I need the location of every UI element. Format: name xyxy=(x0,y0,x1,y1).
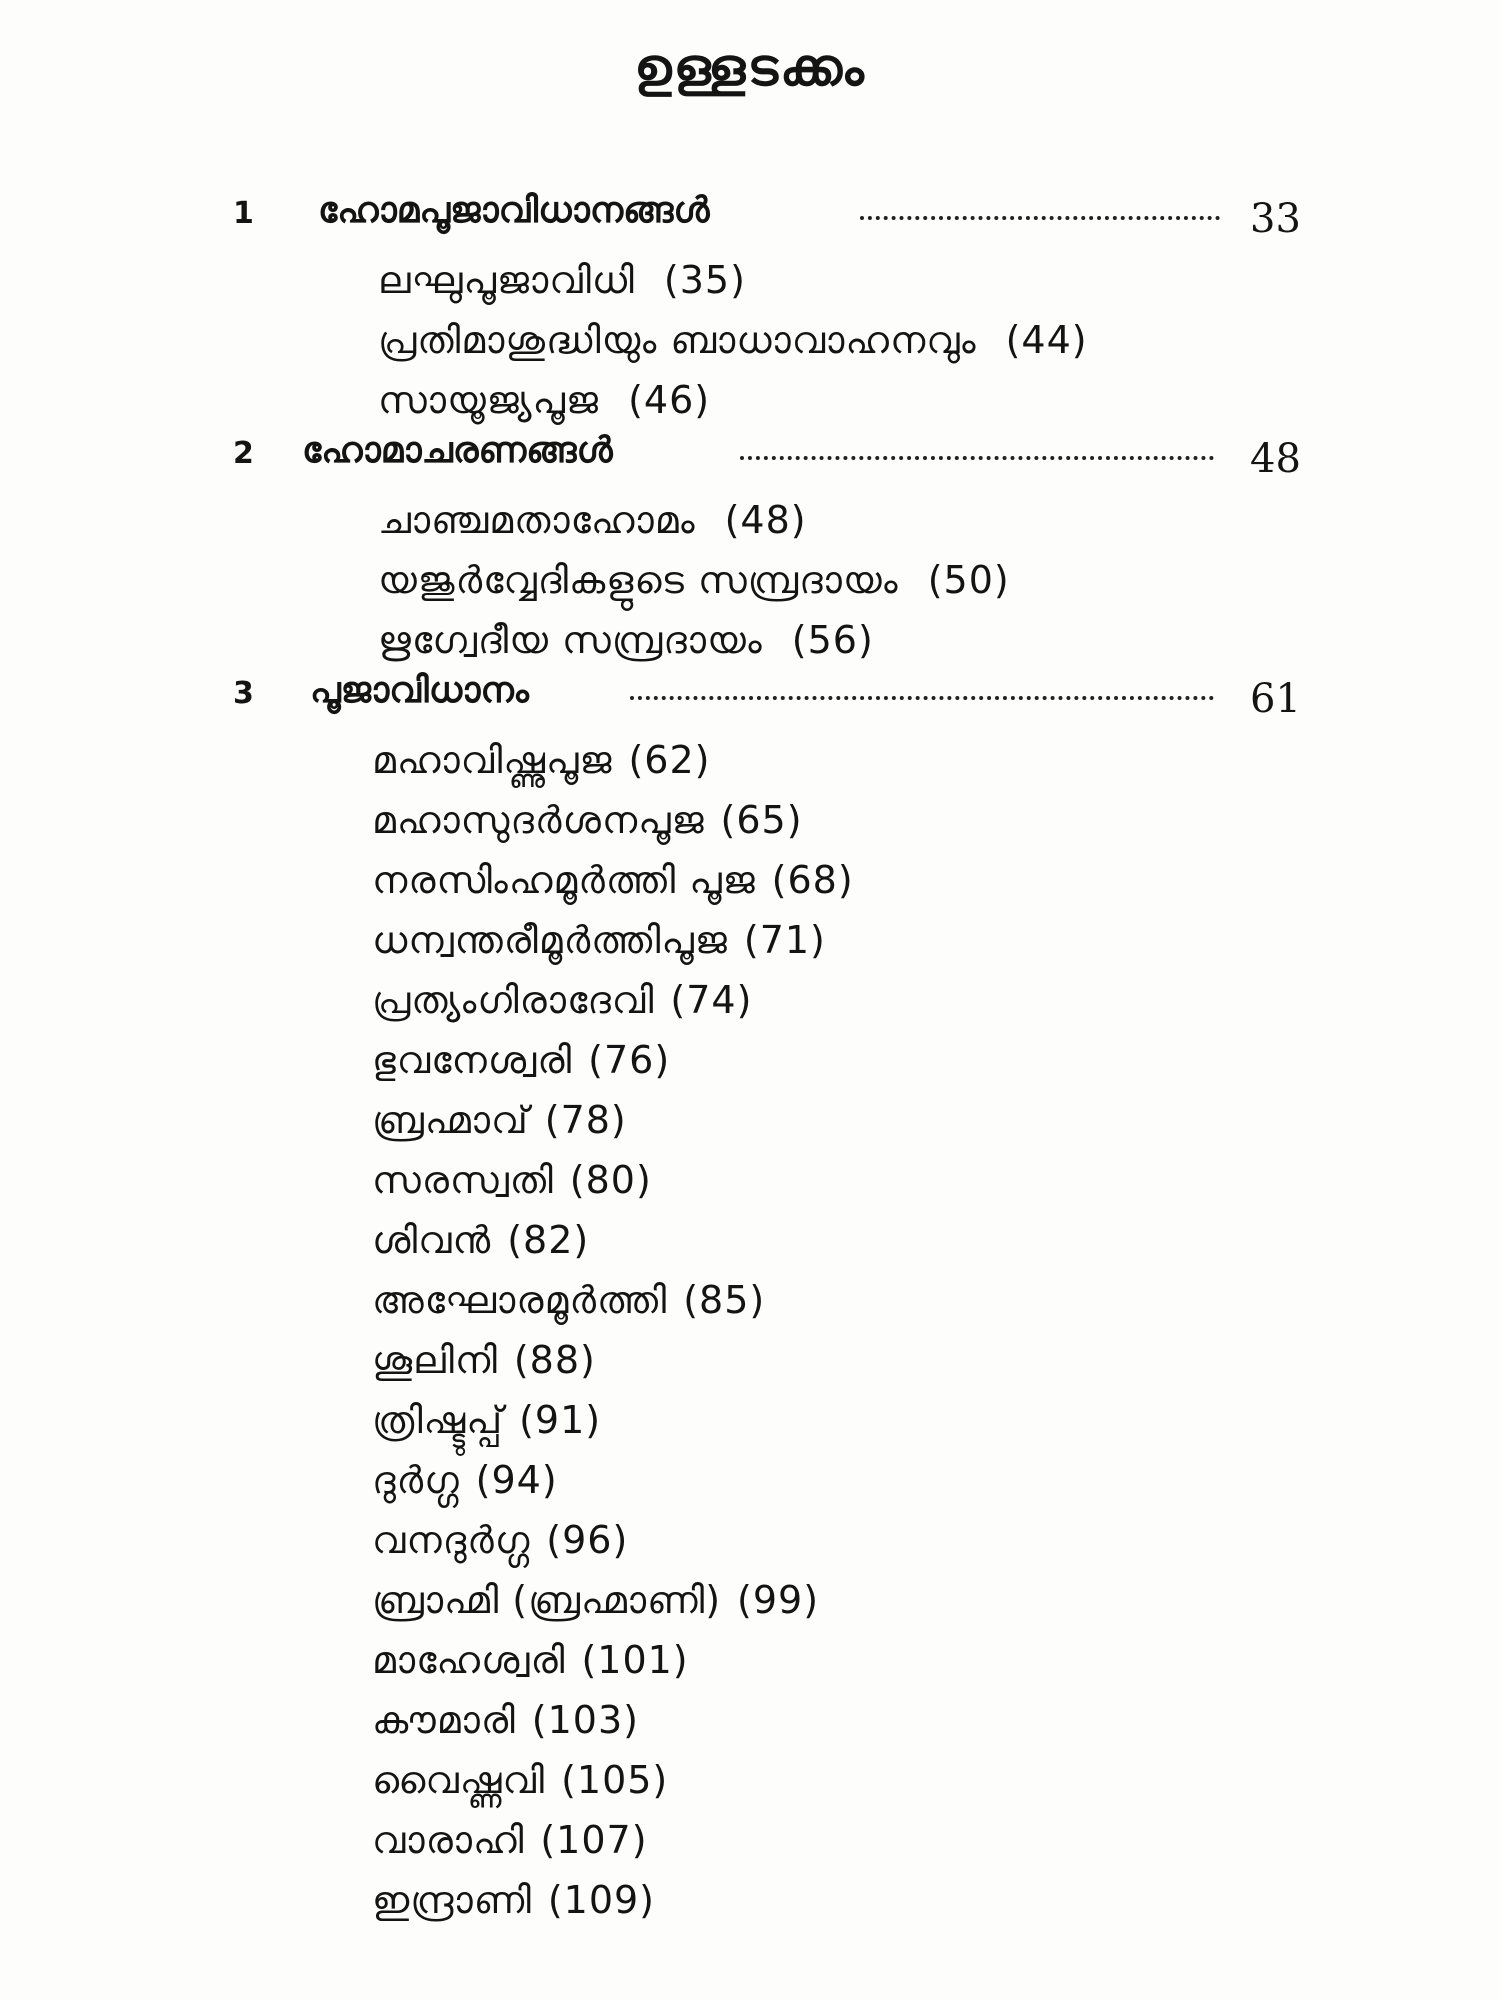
entry-title: ചാഞ്ചമതാഹോമം xyxy=(378,498,696,542)
leader-dots xyxy=(740,452,1214,460)
entry-page-number: (109) xyxy=(547,1878,656,1922)
toc-entry xyxy=(372,730,1500,790)
section-title: പൂജാവിധാനം xyxy=(310,670,529,711)
entry-page-number: (74) xyxy=(670,978,753,1022)
entry-page-number: (80) xyxy=(569,1158,652,1202)
page-title: ഉള്ളടക്കം xyxy=(634,38,866,98)
entry-page-number: (78) xyxy=(544,1098,627,1142)
toc-entry xyxy=(372,1390,1500,1450)
toc-entry xyxy=(378,550,1500,610)
entry-title: വൈഷ്ണവി xyxy=(372,1758,546,1802)
section-title: ഹോമാചരണങ്ങൾ xyxy=(302,430,613,471)
toc-entry xyxy=(378,490,1500,550)
entry-list xyxy=(378,250,1500,430)
entry-title: മാഹേശ്വരി xyxy=(372,1638,566,1682)
toc-entry xyxy=(372,1510,1500,1570)
entry-title: പ്രത്യംഗിരാദേവി xyxy=(372,978,655,1022)
section-number: 3 xyxy=(233,676,254,711)
entry-title: ദുർഗ്ഗ xyxy=(372,1458,460,1502)
entry-page-number: (82) xyxy=(507,1218,590,1262)
entry-page-number: (71) xyxy=(743,918,826,962)
toc-section-1 xyxy=(0,190,1500,434)
entry-title: ലഘുപൂജാവിധി xyxy=(378,258,635,302)
leader-dots xyxy=(630,692,1214,700)
toc-entry xyxy=(372,1630,1500,1690)
entry-page-number: (44) xyxy=(1005,318,1088,362)
section-heading xyxy=(0,190,1500,254)
entry-title: ഋഗ്വേദീയ സമ്പ്രദായം xyxy=(378,618,763,662)
entry-page-number: (85) xyxy=(683,1278,766,1322)
entry-title: നരസിംഹമൂർത്തി പൂജ xyxy=(372,858,756,902)
entry-title: ബ്രാഹ്മി (ബ്രഹ്മാണി) xyxy=(372,1578,722,1622)
toc-entry xyxy=(372,1030,1500,1090)
entry-page-number: (50) xyxy=(927,558,1010,602)
entry-title: പ്രതിമാശുദ്ധിയും ബാധാവാഹനവും xyxy=(378,318,977,362)
toc-entry xyxy=(372,970,1500,1030)
section-page-number: 33 xyxy=(1250,196,1301,242)
section-title: ഹോമപൂജാവിധാനങ്ങൾ xyxy=(318,190,710,231)
toc-entry xyxy=(378,610,1500,670)
entry-title: ഭുവനേശ്വരി xyxy=(372,1038,573,1082)
entry-title: യജുർവ്വേദികളുടെ സമ്പ്രദായം xyxy=(378,558,899,602)
entry-title: ധന്വന്തരീമൂർത്തിപൂജ xyxy=(372,918,728,962)
toc-entry xyxy=(372,1450,1500,1510)
leader-dots xyxy=(860,212,1220,220)
entry-page-number: (96) xyxy=(546,1518,629,1562)
entry-page-number: (105) xyxy=(561,1758,669,1802)
toc-entry xyxy=(372,850,1500,910)
entry-page-number: (76) xyxy=(588,1038,671,1082)
toc-entry xyxy=(372,1750,1500,1810)
entry-page-number: (88) xyxy=(513,1338,596,1382)
entry-page-number: (35) xyxy=(663,258,746,302)
entry-title: സരസ്വതി xyxy=(372,1158,554,1202)
entry-title: ത്രിഷ്ടുപ്പ് xyxy=(372,1398,504,1442)
entry-page-number: (91) xyxy=(519,1398,602,1442)
entry-title: ബ്രഹ്മാവ് xyxy=(372,1098,529,1142)
section-number: 2 xyxy=(233,436,254,471)
section-heading xyxy=(0,670,1500,734)
entry-title: ശൂലിനി xyxy=(372,1338,498,1382)
entry-title: വാരാഹി xyxy=(372,1818,525,1862)
entry-page-number: (107) xyxy=(540,1818,648,1862)
section-page-number: 48 xyxy=(1250,436,1301,482)
toc-entry xyxy=(372,1150,1500,1210)
entry-page-number: (101) xyxy=(581,1638,689,1682)
toc-entry xyxy=(372,1090,1500,1150)
entry-title: മഹാസുദർശനപൂജ xyxy=(372,798,705,842)
entry-title: അഘോരമൂർത്തി xyxy=(372,1278,668,1322)
entry-page-number: (56) xyxy=(791,618,874,662)
toc-entry xyxy=(378,250,1500,310)
entry-page-number: (103) xyxy=(531,1698,639,1742)
entry-page-number: (65) xyxy=(720,798,803,842)
entry-page-number: (94) xyxy=(475,1458,558,1502)
entry-page-number: (62) xyxy=(628,738,711,782)
entry-list xyxy=(378,490,1500,670)
section-number: 1 xyxy=(233,196,254,231)
toc-entry xyxy=(372,1870,1500,1930)
toc-entry xyxy=(378,370,1500,430)
entry-page-number: (68) xyxy=(771,858,854,902)
entry-title: മഹാവിഷ്ണുപൂജ xyxy=(372,738,613,782)
toc-entry xyxy=(372,1690,1500,1750)
entry-page-number: (99) xyxy=(737,1578,820,1622)
section-page-number: 61 xyxy=(1250,676,1301,722)
toc-entry xyxy=(372,1330,1500,1390)
toc-entry xyxy=(372,1210,1500,1270)
toc-entry xyxy=(372,1570,1500,1630)
entry-title: ഇന്ദ്രാണി xyxy=(372,1878,532,1922)
toc-entry xyxy=(372,1270,1500,1330)
toc-entry xyxy=(372,910,1500,970)
entry-list xyxy=(372,730,1500,1930)
toc-entry xyxy=(372,1810,1500,1870)
entry-page-number: (46) xyxy=(628,378,711,422)
entry-title: കൗമാരി xyxy=(372,1698,516,1742)
toc-entry xyxy=(372,790,1500,850)
entry-title: സായൂജ്യപൂജ xyxy=(378,378,599,422)
entry-title: വനദുർഗ്ഗ xyxy=(372,1518,531,1562)
entry-page-number: (48) xyxy=(724,498,807,542)
entry-title: ശിവൻ xyxy=(372,1218,492,1262)
toc-section-3 xyxy=(0,670,1500,1934)
section-heading xyxy=(0,430,1500,494)
toc-section-2 xyxy=(0,430,1500,674)
toc-entry xyxy=(378,310,1500,370)
